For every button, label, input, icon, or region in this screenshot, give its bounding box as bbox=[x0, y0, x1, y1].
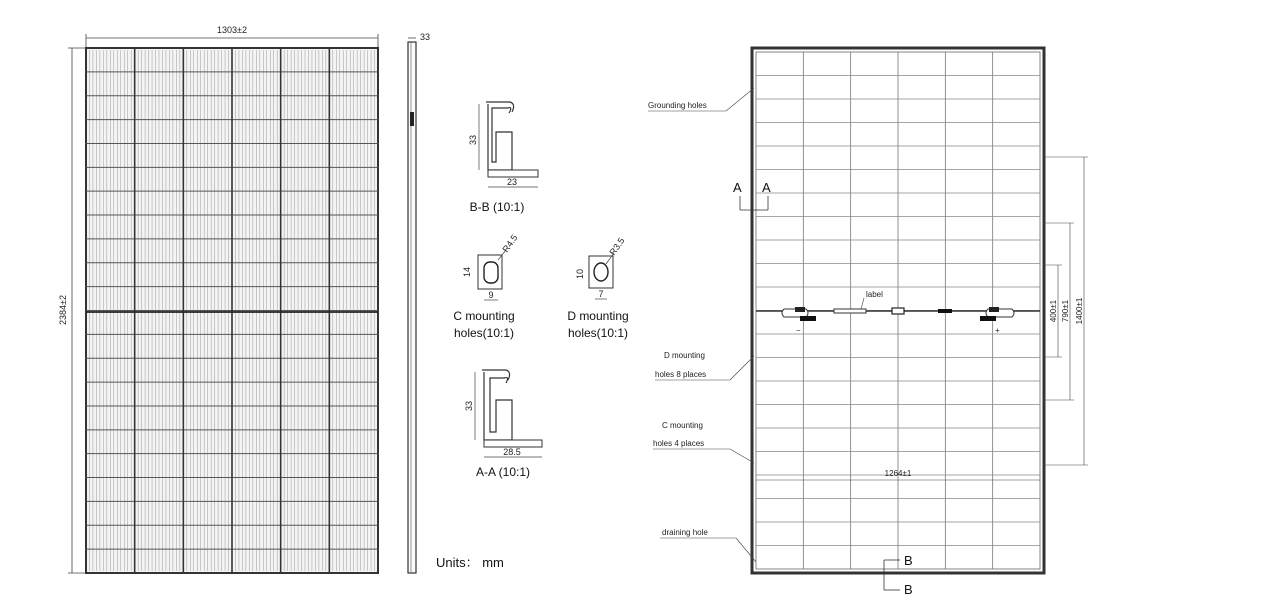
c-height-dim: 14 bbox=[462, 266, 472, 278]
d-caption-line1: D mounting bbox=[567, 309, 629, 323]
c-mounting-callout-line1: C mounting bbox=[662, 421, 703, 430]
back-view bbox=[648, 48, 1088, 597]
label-callout: label bbox=[866, 290, 883, 299]
front-width-dim: 1303±2 bbox=[217, 25, 247, 35]
d-radius-dim: R3.5 bbox=[607, 235, 627, 258]
section-b-top: B bbox=[904, 553, 913, 568]
draining-hole-callout: draining hole bbox=[662, 528, 708, 537]
d-mounting-callout-line2: holes 8 places bbox=[655, 370, 707, 379]
junction-box-center bbox=[892, 308, 904, 314]
dim-790: 790±1 bbox=[1061, 299, 1070, 323]
section-b-bottom: B bbox=[904, 582, 913, 597]
d-height-dim: 10 bbox=[575, 268, 585, 280]
dim-1400: 1400±1 bbox=[1075, 297, 1084, 325]
junction-box-minus bbox=[800, 316, 816, 321]
dim-1264: 1264±1 bbox=[884, 469, 912, 478]
side-view bbox=[408, 32, 430, 573]
c-caption-line1: C mounting bbox=[453, 309, 515, 323]
units-label: Units： mm bbox=[436, 555, 504, 570]
aa-height-dim: 33 bbox=[464, 400, 474, 412]
grounding-holes-callout: Grounding holes bbox=[648, 101, 707, 110]
c-radius-dim: R4.5 bbox=[500, 232, 520, 255]
section-a-right: A bbox=[762, 180, 771, 195]
minus-sign: − bbox=[796, 326, 801, 335]
section-bb bbox=[468, 102, 538, 214]
d-mounting-callout-line1: D mounting bbox=[664, 351, 705, 360]
front-view bbox=[58, 25, 378, 573]
d-caption-line2: holes(10:1) bbox=[567, 326, 629, 340]
label-plate bbox=[834, 309, 866, 313]
junction-box-plus bbox=[980, 316, 996, 321]
dim-400: 400±1 bbox=[1049, 299, 1058, 323]
aa-caption: A-A (10:1) bbox=[475, 465, 531, 479]
front-height-dim: 2384±2 bbox=[58, 295, 68, 325]
bb-height-dim: 33 bbox=[468, 134, 478, 146]
section-d-holes bbox=[567, 236, 628, 340]
aa-width-dim: 28.5 bbox=[503, 447, 521, 457]
c-width-dim: 9 bbox=[488, 290, 494, 300]
junction-box-side bbox=[410, 112, 414, 126]
c-caption-line2: holes(10:1) bbox=[453, 326, 515, 340]
section-c-holes bbox=[453, 233, 519, 340]
side-thickness-dim: 33 bbox=[420, 32, 431, 42]
connector-center bbox=[938, 309, 952, 313]
plus-sign: + bbox=[995, 326, 1000, 335]
section-aa bbox=[464, 370, 542, 479]
section-a-left: A bbox=[733, 180, 742, 195]
bb-width-dim: 23 bbox=[506, 177, 518, 187]
bb-caption: B-B (10:1) bbox=[469, 200, 525, 214]
c-mounting-callout-line2: holes 4 places bbox=[653, 439, 705, 448]
d-width-dim: 7 bbox=[598, 289, 604, 299]
